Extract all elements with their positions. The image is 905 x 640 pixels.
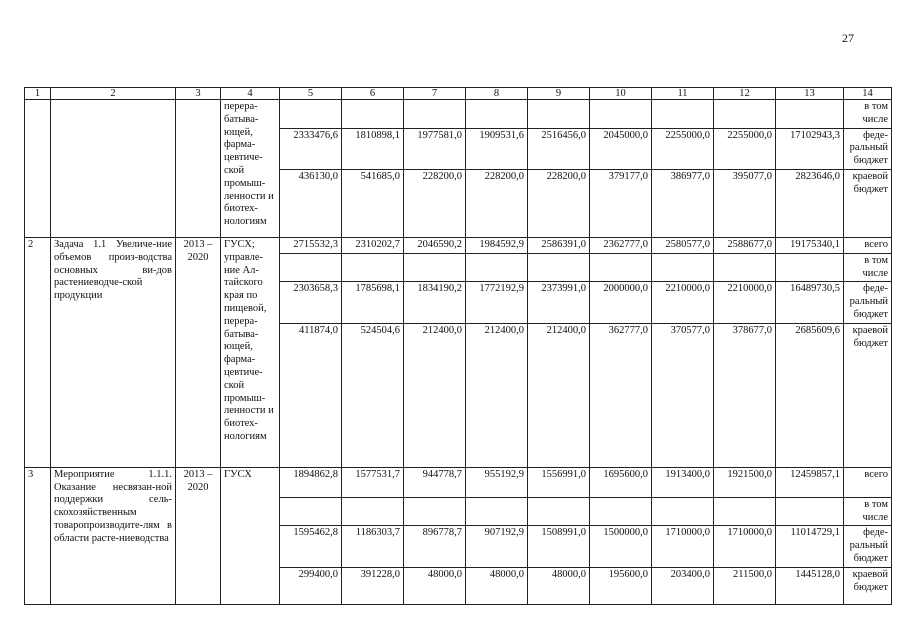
table-row (25, 237, 892, 253)
row-period: 2013 – 2020 (176, 467, 221, 604)
value-cell: 2823646,0 (776, 169, 844, 237)
value-cell: 203400,0 (652, 567, 714, 604)
funding-type: краевой бюджет (844, 567, 892, 604)
value-cell (714, 253, 776, 282)
header-cell: 5 (280, 88, 342, 100)
value-cell: 395077,0 (714, 169, 776, 237)
row-executor: ГУСХ (221, 467, 280, 604)
value-cell: 228200,0 (404, 169, 466, 237)
header-cell: 1 (25, 88, 51, 100)
header-cell: 14 (844, 88, 892, 100)
value-cell (652, 100, 714, 129)
funding-type: феде-ральный бюджет (844, 128, 892, 169)
value-cell: 11014729,1 (776, 526, 844, 567)
value-cell: 1913400,0 (652, 467, 714, 497)
value-cell (466, 100, 528, 129)
program-table (24, 87, 892, 605)
value-cell: 16489730,5 (776, 282, 844, 323)
value-cell (528, 253, 590, 282)
funding-type: феде-ральный бюджет (844, 526, 892, 567)
funding-type: в том числе (844, 100, 892, 129)
value-cell: 378677,0 (714, 323, 776, 467)
value-cell: 2586391,0 (528, 237, 590, 253)
row-name: Задача 1.1 Увеличе-ние объемов произ-водства основных ви-дов растениеводче-ской продукции (51, 237, 176, 467)
value-cell (280, 497, 342, 526)
row-executor: перера-батыва-ющей, фарма-цевтиче-ской промыш-ленности и биотех-нологиям (221, 100, 280, 238)
value-cell: 228200,0 (466, 169, 528, 237)
value-cell: 2255000,0 (714, 128, 776, 169)
value-cell: 1977581,0 (404, 128, 466, 169)
row-number: 3 (25, 467, 51, 604)
row-name: Мероприятие 1.1.1. Оказание несвязан-ной поддержки сель-скохозяйственным товаропроизводите-лям в области расте-ниеводства (51, 467, 176, 604)
value-cell: 2373991,0 (528, 282, 590, 323)
value-cell: 907192,9 (466, 526, 528, 567)
value-cell: 48000,0 (528, 567, 590, 604)
value-cell (528, 100, 590, 129)
value-cell: 2303658,3 (280, 282, 342, 323)
header-cell: 8 (466, 88, 528, 100)
value-cell (404, 497, 466, 526)
value-cell: 1894862,8 (280, 467, 342, 497)
value-cell: 944778,7 (404, 467, 466, 497)
value-cell: 386977,0 (652, 169, 714, 237)
value-cell (404, 253, 466, 282)
value-cell: 2588677,0 (714, 237, 776, 253)
header-cell: 3 (176, 88, 221, 100)
value-cell: 1710000,0 (714, 526, 776, 567)
value-cell (590, 253, 652, 282)
value-cell: 1508991,0 (528, 526, 590, 567)
funding-type: всего (844, 237, 892, 253)
value-cell (466, 497, 528, 526)
value-cell: 2580577,0 (652, 237, 714, 253)
value-cell: 2685609,6 (776, 323, 844, 467)
value-cell: 1921500,0 (714, 467, 776, 497)
header-cell: 10 (590, 88, 652, 100)
value-cell: 2210000,0 (714, 282, 776, 323)
value-cell: 1595462,8 (280, 526, 342, 567)
value-cell: 1186303,7 (342, 526, 404, 567)
table-body (25, 88, 892, 605)
value-cell: 391228,0 (342, 567, 404, 604)
value-cell (714, 497, 776, 526)
value-cell: 896778,7 (404, 526, 466, 567)
row-executor: ГУСХ; управле-ние Ал-тайского края по пищевой, перера-батыва-ющей, фарма-цевтиче-ской промыш-ленности и биотех-нологиям (221, 237, 280, 467)
value-cell (280, 253, 342, 282)
value-cell: 2255000,0 (652, 128, 714, 169)
value-cell: 1445128,0 (776, 567, 844, 604)
value-cell: 2516456,0 (528, 128, 590, 169)
value-cell: 228200,0 (528, 169, 590, 237)
funding-type: краевой бюджет (844, 169, 892, 237)
funding-type: в том числе (844, 253, 892, 282)
value-cell: 19175340,1 (776, 237, 844, 253)
value-cell: 195600,0 (590, 567, 652, 604)
funding-type: феде-ральный бюджет (844, 282, 892, 323)
row-number (25, 100, 51, 238)
value-cell: 2333476,6 (280, 128, 342, 169)
value-cell: 1984592,9 (466, 237, 528, 253)
funding-type: всего (844, 467, 892, 497)
header-cell: 12 (714, 88, 776, 100)
value-cell: 2310202,7 (342, 237, 404, 253)
value-cell: 1577531,7 (342, 467, 404, 497)
value-cell: 1695600,0 (590, 467, 652, 497)
value-cell: 1834190,2 (404, 282, 466, 323)
funding-type: в том числе (844, 497, 892, 526)
value-cell (466, 253, 528, 282)
value-cell: 211500,0 (714, 567, 776, 604)
value-cell: 48000,0 (404, 567, 466, 604)
value-cell: 212400,0 (466, 323, 528, 467)
value-cell (342, 497, 404, 526)
row-number: 2 (25, 237, 51, 467)
value-cell (590, 497, 652, 526)
value-cell: 1710000,0 (652, 526, 714, 567)
value-cell (342, 253, 404, 282)
value-cell: 411874,0 (280, 323, 342, 467)
value-cell: 1909531,6 (466, 128, 528, 169)
value-cell: 379177,0 (590, 169, 652, 237)
value-cell: 2046590,2 (404, 237, 466, 253)
value-cell: 362777,0 (590, 323, 652, 467)
value-cell: 1556991,0 (528, 467, 590, 497)
value-cell: 955192,9 (466, 467, 528, 497)
funding-type: краевой бюджет (844, 323, 892, 467)
value-cell (590, 100, 652, 129)
value-cell: 1500000,0 (590, 526, 652, 567)
header-cell: 2 (51, 88, 176, 100)
value-cell: 541685,0 (342, 169, 404, 237)
value-cell: 299400,0 (280, 567, 342, 604)
value-cell: 212400,0 (404, 323, 466, 467)
value-cell: 48000,0 (466, 567, 528, 604)
value-cell: 2000000,0 (590, 282, 652, 323)
value-cell: 370577,0 (652, 323, 714, 467)
value-cell: 436130,0 (280, 169, 342, 237)
value-cell: 212400,0 (528, 323, 590, 467)
value-cell (714, 100, 776, 129)
value-cell (342, 100, 404, 129)
value-cell: 524504,6 (342, 323, 404, 467)
row-period (176, 100, 221, 238)
row-period: 2013 – 2020 (176, 237, 221, 467)
header-cell: 6 (342, 88, 404, 100)
value-cell (776, 497, 844, 526)
table-row (25, 100, 892, 129)
page-number: 27 (842, 31, 854, 45)
value-cell (652, 253, 714, 282)
value-cell: 2715532,3 (280, 237, 342, 253)
header-cell: 4 (221, 88, 280, 100)
header-cell: 9 (528, 88, 590, 100)
value-cell: 1785698,1 (342, 282, 404, 323)
value-cell: 1810898,1 (342, 128, 404, 169)
value-cell (652, 497, 714, 526)
value-cell: 1772192,9 (466, 282, 528, 323)
value-cell: 2362777,0 (590, 237, 652, 253)
value-cell: 2210000,0 (652, 282, 714, 323)
row-name (51, 100, 176, 238)
value-cell (404, 100, 466, 129)
value-cell (776, 100, 844, 129)
header-cell: 13 (776, 88, 844, 100)
value-cell: 2045000,0 (590, 128, 652, 169)
header-row (25, 88, 892, 100)
value-cell (776, 253, 844, 282)
value-cell (528, 497, 590, 526)
value-cell (280, 100, 342, 129)
header-cell: 11 (652, 88, 714, 100)
table-row (25, 467, 892, 497)
value-cell: 17102943,3 (776, 128, 844, 169)
value-cell: 12459857,1 (776, 467, 844, 497)
header-cell: 7 (404, 88, 466, 100)
